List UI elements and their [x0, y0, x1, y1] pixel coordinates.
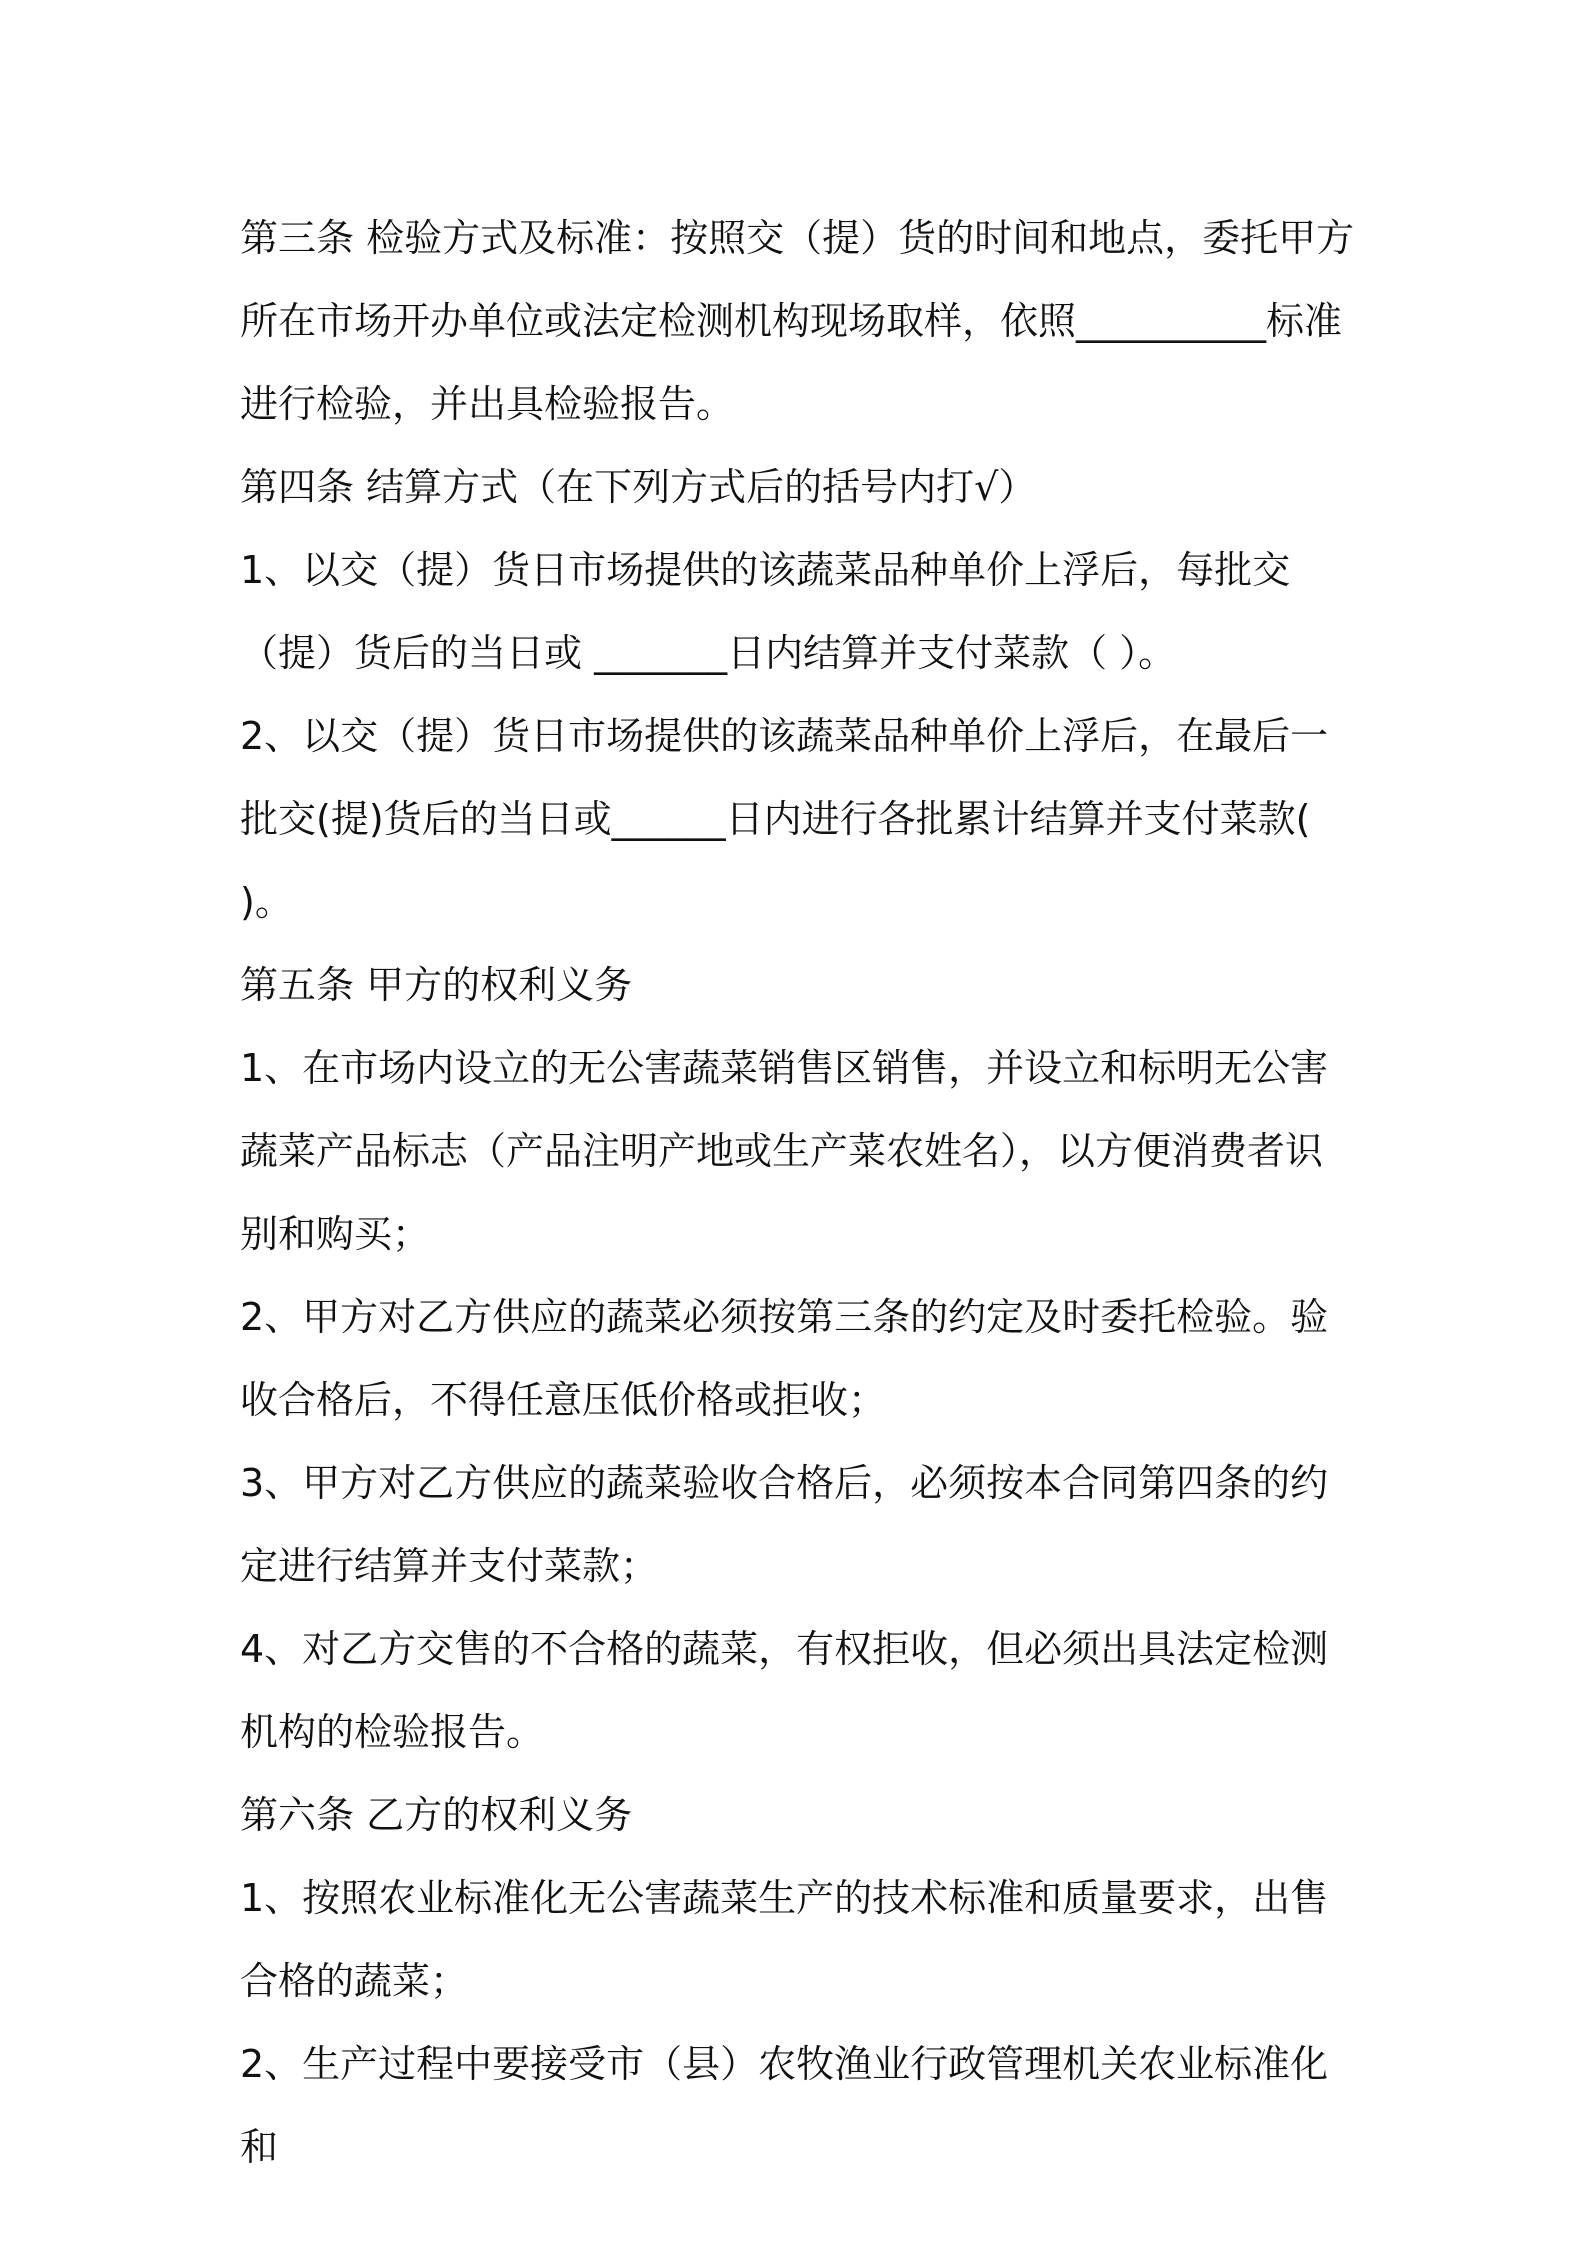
article-4-item-2: 2、以交（提）货日市场提供的该蔬菜品种单价上浮后，在最后一批交(提)货后的当日或______日内进行各批累计结算并支付菜款( )。 — [240, 714, 1329, 924]
article-6-item-2: 2、生产过程中要接受市（县）农牧渔业行政管理机关农业标准化和 — [240, 2042, 1329, 2169]
article-5-heading: 第五条 甲方的权利义务 — [240, 963, 633, 1007]
article-5-item-1: 1、在市场内设立的无公害蔬菜销售区销售，并设立和标明无公害蔬菜产品标志（产品注明产地或生产菜农姓名），以方便消费者识别和购买； — [240, 1046, 1329, 1256]
article-5-item-4: 4、对乙方交售的不合格的蔬菜，有权拒收，但必须出具法定检测机构的检验报告。 — [240, 1627, 1329, 1754]
article-5-item-3: 3、甲方对乙方供应的蔬菜验收合格后，必须按本合同第四条的约定进行结算并支付菜款； — [240, 1461, 1329, 1588]
article-6-heading: 第六条 乙方的权利义务 — [240, 1793, 633, 1837]
article-3-inspection: 第三条 检验方式及标准：按照交（提）货的时间和地点，委托甲方所在市场开办单位或法定检测机构现场取样，依照__________标准进行检验，并出具检验报告。 — [240, 216, 1355, 426]
article-4-item-1: 1、以交（提）货日市场提供的该蔬菜品种单价上浮后，每批交（提）货后的当日或 _______日内结算并支付菜款（ ）。 — [240, 548, 1291, 675]
article-4-heading: 第四条 结算方式（在下列方式后的括号内打√） — [240, 465, 1037, 509]
document-body — [240, 197, 1360, 2189]
article-6-item-1: 1、按照农业标准化无公害蔬菜生产的技术标准和质量要求，出售合格的蔬菜； — [240, 1876, 1329, 2003]
article-5-item-2: 2、甲方对乙方供应的蔬菜必须按第三条的约定及时委托检验。验收合格后，不得任意压低价格或拒收； — [240, 1295, 1329, 1422]
